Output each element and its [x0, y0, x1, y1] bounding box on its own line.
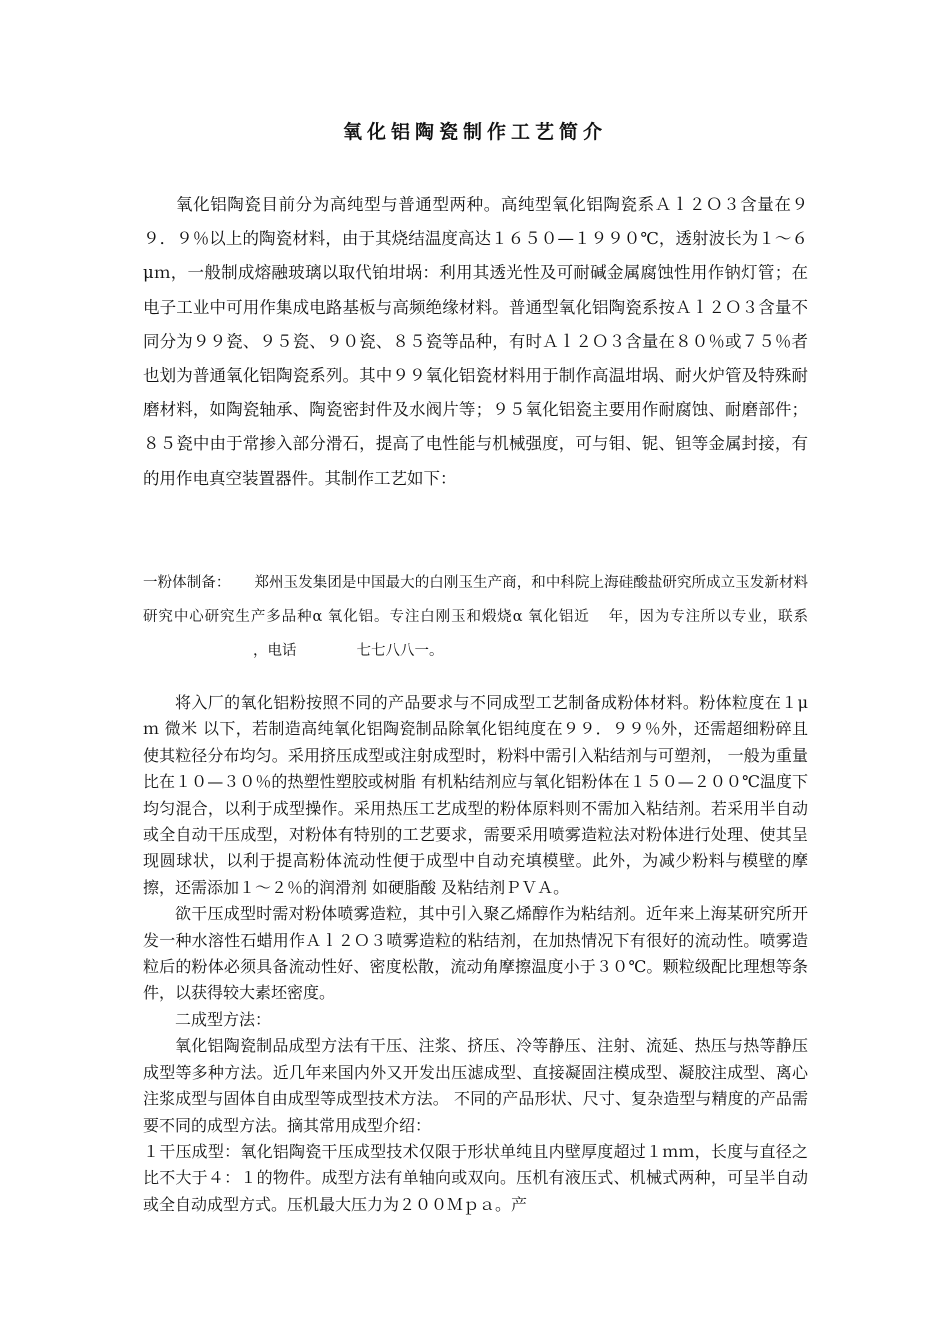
document-title: 氧化铝陶瓷制作工艺简介 [342, 121, 607, 143]
powder-text-4: 七七八八一。 [356, 643, 444, 659]
powder-text-3: ，电话 [253, 643, 297, 659]
body-section [143, 690, 808, 1218]
powder-heading: 一粉体制备： [143, 575, 231, 591]
powder-text-2: 年，因为专注所以专业，联系 [607, 609, 808, 625]
paragraph-forming-1: 氧化铝陶瓷制品成型方法有干压、注浆、挤压、冷等静压、注射、流延、热压与热等静压成型等多种方法。近几年来国内外又开发出压滤成型、直接凝固注模成型、凝胶注成型、离心注浆成型与固体自由成型等成型技术方法。 不同的产品形状、尺寸、复杂造型与精度的产品需要不同的成型方法。摘其常用成型介绍： [143, 1036, 808, 1135]
paragraph-powder-2: 欲干压成型时需对粉体喷雾造粒，其中引入聚乙烯醇作为粘结剂。近年来上海某研究所开发一种水溶性石蜡用作Ａｌ２Ｏ３喷雾造粒的粘结剂，在加热情况下有很好的流动性。喷雾造粒后的粉体必须具备流动性好、密度松散，流动角摩擦温度小于３０℃。颗粒级配比理想等条件，以获得较大素坯密度。 [143, 904, 808, 1003]
powder-text-1: 郑州玉发集团是中国最大的白刚玉生产商，和中科院上海硅酸盐研究所成立玉发新材料研究中心研究生产多品种α 氧化铝。专注白刚玉和煅烧α 氧化铝近 [143, 575, 809, 625]
paragraph-forming-2: １干压成型：氧化铝陶瓷干压成型技术仅限于形状单纯且内壁厚度超过１ｍｍ，长度与直径之比不大于４：１的物件。成型方法有单轴向或双向。压机有液压式、机械式两种，可呈半自动或全自动成型方式。压机最大压力为２００Ｍｐａ。产 [143, 1141, 808, 1214]
paragraph-powder-1: 将入厂的氧化铝粉按照不同的产品要求与不同成型工艺制备成粉体材料。粉体粒度在１μｍ 微米 以下，若制造高纯氧化铝陶瓷制品除氧化铝纯度在９９．９９％外，还需超细粉碎且使其粒径分布均匀。采用挤压成型或注射成型时，粉料中需引入粘结剂与可塑剂， 一般为重量比在１０—３０％的热塑性塑胶或树脂 有机粘结剂应与氧化铝粉体在１５０—２００℃温度下均匀混合，以利于成型操作。采用热压工艺成型的粉体原料则不需加入粘结剂。若采用半自动或全自动干压成型，对粉体有特别的工艺要求，需要采用喷雾造粒法对粉体进行处理、使其呈现圆球状，以利于提高粉体流动性便于成型中自动充填模壁。此外，为减少粉料与模壁的摩擦，还需添加１～２％的润滑剂 如硬脂酸 及粘结剂ＰＶＡ。 [143, 693, 808, 897]
forming-heading: 二成型方法： [175, 1009, 272, 1029]
powder-preparation-section [143, 566, 808, 668]
intro-paragraph: 氧化铝陶瓷目前分为高纯型与普通型两种。高纯型氧化铝陶瓷系Ａｌ２Ｏ３含量在９９．９％以上的陶瓷材料，由于其烧结温度高达１６５０—１９９０℃，透射波长为１～６μｍ，一般制成熔融玻璃以取代铂坩埚：利用其透光性及可耐碱金属腐蚀性用作钠灯管；在电子工业中可用作集成电路基板与高频绝缘材料。普通型氧化铝陶瓷系按Ａｌ２Ｏ３含量不同分为９９瓷、９５瓷、９０瓷、８５瓷等品种，有时Ａｌ２Ｏ３含量在８０％或７５％者也划为普通氧化铝陶瓷系列。其中９９氧化铝瓷材料用于制作高温坩埚、耐火炉管及特殊耐磨材料，如陶瓷轴承、陶瓷密封件及水阀片等；９５氧化铝瓷主要用作耐腐蚀、耐磨部件；８５瓷中由于常掺入部分滑石，提高了电性能与机械强度，可与钼、铌、钽等金属封接，有的用作电真空装置器件。其制作工艺如下： [143, 195, 808, 488]
